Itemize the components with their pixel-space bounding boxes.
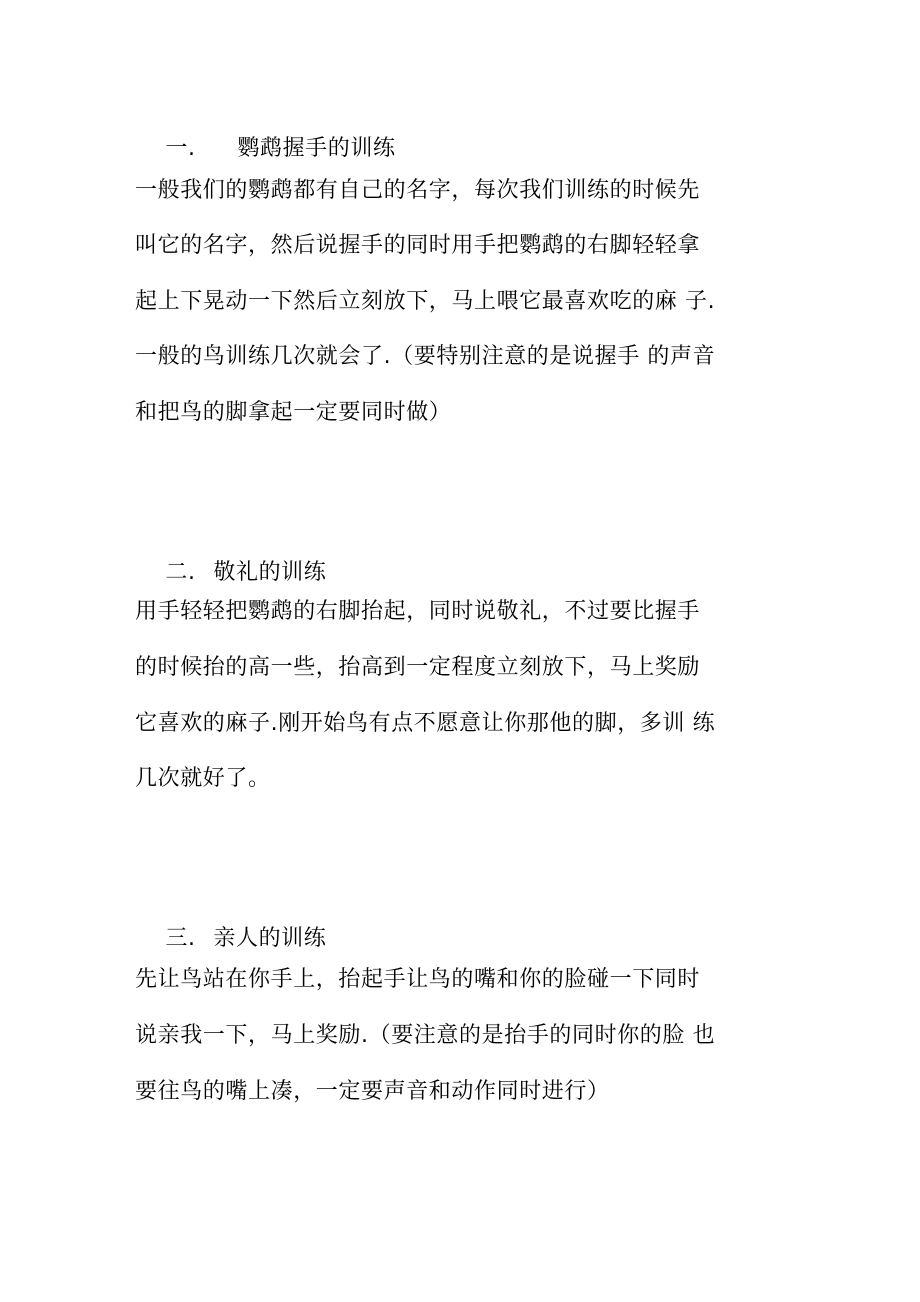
section-1-line-5: 和把鸟的脚拿起一定要同时做）: [135, 400, 452, 425]
section-1-number: 一.: [165, 136, 196, 161]
section-3-number: 三.: [165, 926, 196, 951]
section-3-line-3: 要往鸟的嘴上凑，一定要声音和动作同时进行）: [135, 1079, 610, 1104]
section-1-title: 鹦鹉握手的训练: [237, 136, 396, 161]
section-2-line-1: 用手轻轻把鹦鹉的右脚抬起，同时说敬礼，不过要比握手: [135, 599, 701, 624]
section-3-line-2: 说亲我一下，马上奖励.（要注意的是抬手的同时你的脸 也: [135, 1023, 716, 1048]
section-1-line-4: 一般的鸟训练几次就会了.（要特别注意的是说握手 的声音: [135, 344, 716, 369]
section-2-line-4: 几次就好了。: [135, 766, 271, 791]
section-1-line-2: 叫它的名字，然后说握手的同时用手把鹦鹉的右脚轻轻拿: [135, 233, 701, 258]
section-3-title: 亲人的训练: [213, 926, 327, 951]
section-2-line-3: 它喜欢的麻子.刚开始鸟有点不愿意让你那他的脚，多训 练: [135, 711, 716, 736]
section-2-title: 敬礼的训练: [213, 560, 327, 585]
section-1-line-1: 一般我们的鹦鹉都有自己的名字，每次我们训练的时候先: [135, 178, 701, 203]
section-2-line-2: 的时候抬的高一些，抬高到一定程度立刻放下，马上奖励: [135, 655, 701, 680]
section-1-line-3: 起上下晃动一下然后立刻放下，马上喂它最喜欢吃的麻 子.: [135, 289, 716, 314]
section-3-line-1: 先让鸟站在你手上，抬起手让鸟的嘴和你的脸碰一下同时: [135, 967, 701, 992]
section-2-number: 二.: [165, 560, 196, 585]
